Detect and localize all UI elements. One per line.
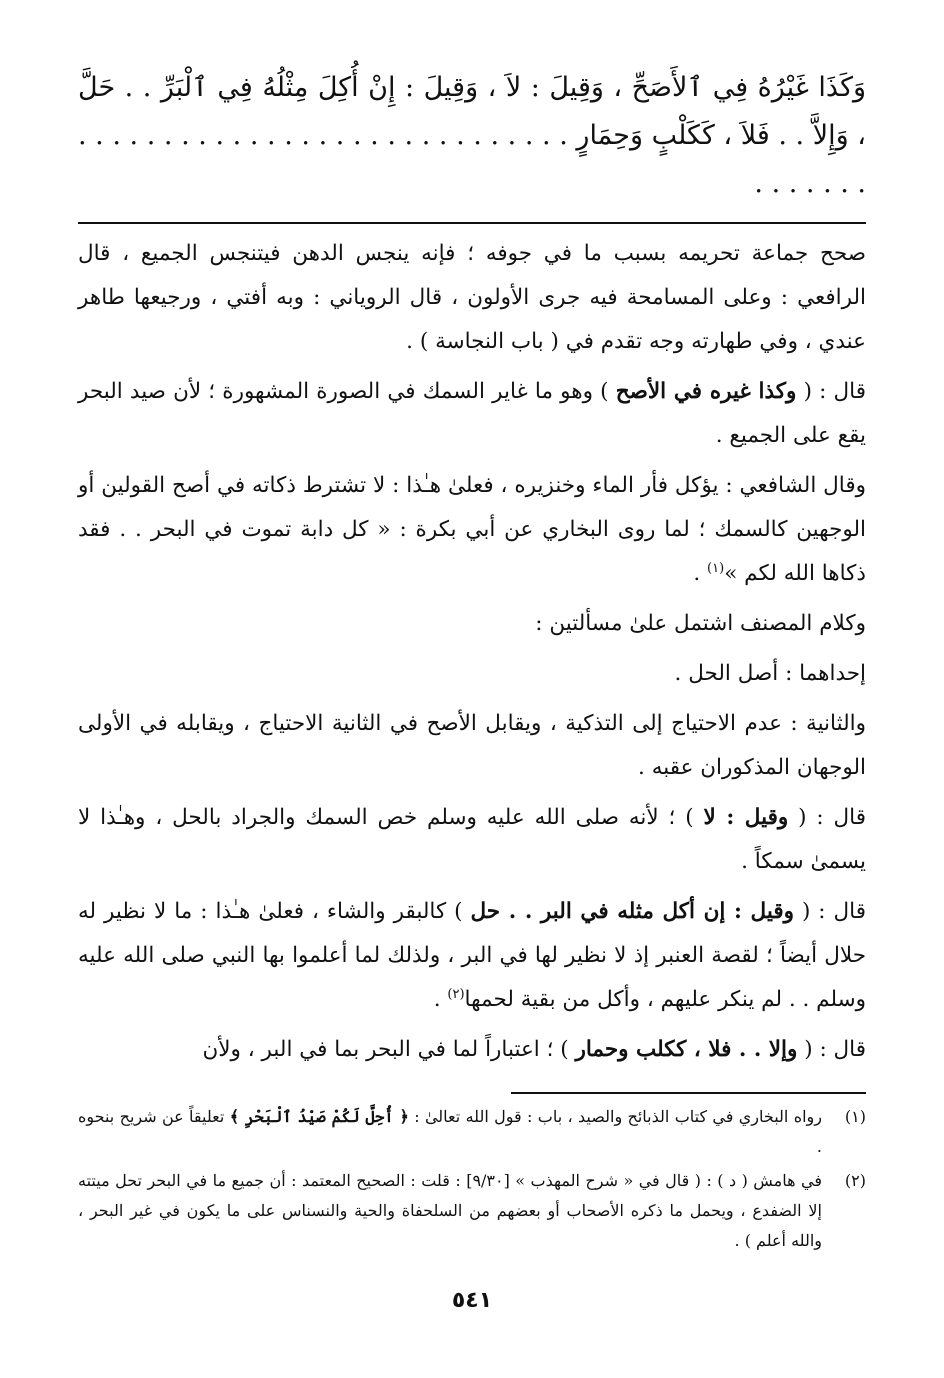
footnote-ref: (٢) <box>447 986 465 1002</box>
footnote: (٢) في هامش ( د ) : ( قال في « شرح المهذب » [٩/٣٠] : قلت : الصحيح المعتمد : أن جميع ما في البحر تحل ميتته إلا الضفدع ، ويحمل ما ذكره الأصحاب أو بعضهم من السلحفاة والحية والنسناس على ما يكون في غير البحر ، والله أعلم ) . <box>78 1166 866 1256</box>
paragraph: قال : ( وكذا غيره في الأصح ) وهو ما غاير السمك في الصورة المشهورة ؛ لأن صيد البحر يقع على الجميع . <box>78 379 866 448</box>
paragraph: وكلام المصنف اشتمل علىٰ مسألتين : <box>535 611 866 636</box>
paragraph: صحح جماعة تحريمه بسبب ما في جوفه ؛ فإنه ينجس الدهن فيتنجس الجميع ، قال الرافعي : وعلى المسامحة فيه جرى الأولون ، قال الروياني : وبه أفتي ، ورجيعها طاهر عندي ، وفي طهارته وجه تقدم في ( باب النجاسة ) . <box>78 241 866 354</box>
paragraph: قال : ( وقيل : لا ) ؛ لأنه صلى الله عليه وسلم خص السمك والجراد بالحل ، وهـٰذا لا يسمىٰ سمكاً . <box>78 805 866 874</box>
page-number: ٥٤١ <box>451 1288 493 1313</box>
quoted-matn: وإلا . . فلا ، ككلب وحمار <box>575 1037 798 1062</box>
paragraph: والثانية : عدم الاحتياج إلى التذكية ، ويقابل الأصح في الثانية الاحتياج ، ويقابله في الأولى الوجهان المذكوران عقبه . <box>78 711 866 780</box>
footnote-ref: (١) <box>707 560 725 576</box>
quoted-matn: وكذا غيره في الأصح <box>615 379 797 404</box>
footnote: (١) رواه البخاري في كتاب الذبائح والصيد ، باب : قول الله تعالىٰ : ﴿ أُحِلَّ لَكُمْ صَيْدُ ٱلْبَحْرِ ﴾ تعليقاً عن شريح بنحوه . <box>78 1102 866 1162</box>
paragraph: إحداهما : أصل الحل . <box>674 661 866 686</box>
paragraph: قال : ( وإلا . . فلا ، ككلب وحمار ) ؛ اعتباراً لما في البحر بما في البر ، ولأن <box>202 1037 866 1062</box>
page <box>78 64 866 1260</box>
commentary <box>78 232 866 1072</box>
paragraph: وقال الشافعي : يؤكل فأر الماء وخنزيره ، فعلىٰ هـٰذا : لا تشترط ذكاته في أصح القولين أو الوجهين كالسمك ؛ لما روى البخاري عن أبي بكرة : « كل دابة تموت في البحر . . فقد ذكاها الله لكم »$^{(١)}$ . <box>78 473 866 586</box>
footnote-number: (٢) <box>844 1171 866 1190</box>
quoted-matn: وقيل : لا <box>703 805 789 830</box>
footnote-number: (١) <box>844 1107 866 1126</box>
matn-separator <box>78 222 866 224</box>
quran-verse: ﴿ أُحِلَّ لَكُمْ صَيْدُ ٱلْبَحْرِ ﴾ <box>229 1107 409 1126</box>
paragraph: قال : ( وقيل : إن أكل مثله في البر . . حل ) كالبقر والشاء ، فعلىٰ هـٰذا : ما لا نظير له حلال أيضاً ؛ لقصة العنبر إذ لا نظير لها في البر ، ولذلك لما أعلموا بها النبي صلى الله عليه وسلم . . لم ينكر عليهم ، وأكل من بقية لحمها$^{(٢)}$ . <box>78 899 866 1012</box>
footnote-separator <box>511 1092 866 1094</box>
footnotes <box>78 1102 866 1256</box>
matn-text: وَكَذَا غَيْرُهُ فِي ٱلأَصَحِّ ، وَقِيلَ : لاَ ، وَقِيلَ : إِنْ أُكِلَ مِثْلُهُ فِي ٱلْبَرِّ . . حَلَّ ، وَإِلاَّ . . فَلاَ ، كَكَلْبٍ وَحِمَارٍ . . . . . . . . . . . . . . . . . . . . . . . . . . . . . . . . . . . . <box>78 72 866 199</box>
quoted-matn: وقيل : إن أكل مثله في البر . . حل <box>470 899 794 924</box>
